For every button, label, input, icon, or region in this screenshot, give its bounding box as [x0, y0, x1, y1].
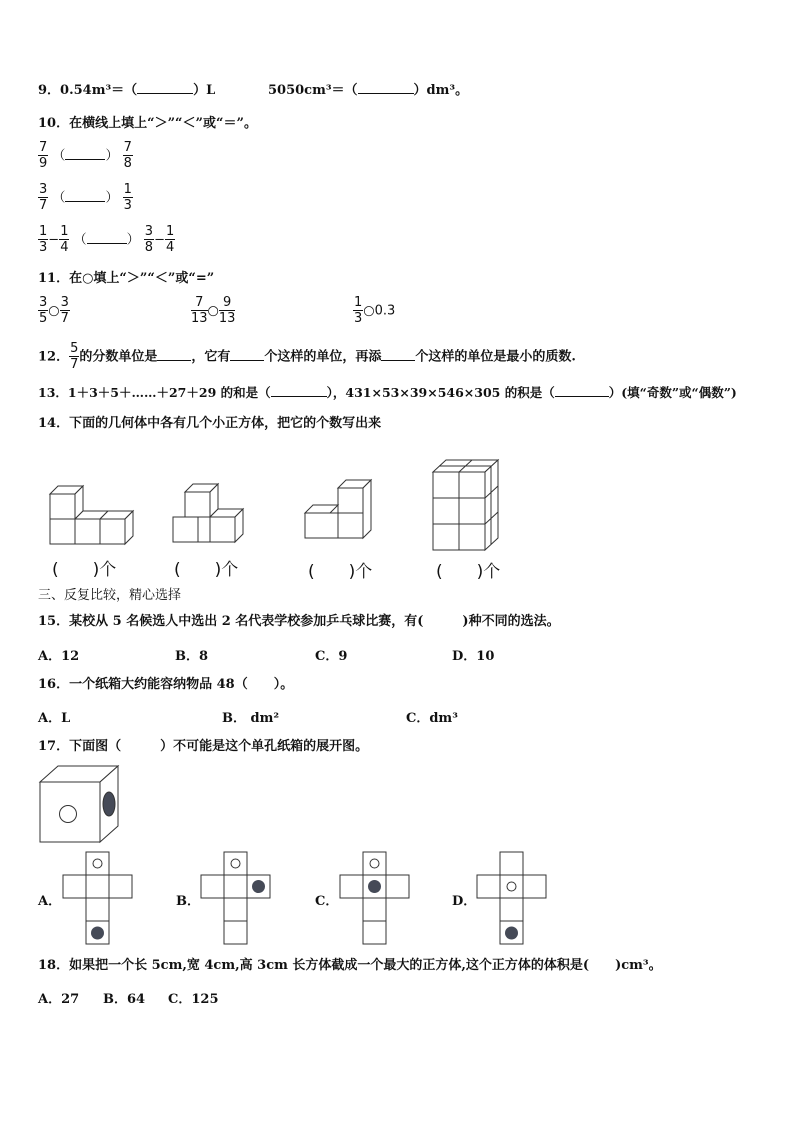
q16-option-b[interactable]: B． dm² — [222, 711, 280, 726]
q14-label-4: ( )个 — [436, 562, 501, 582]
q14-figure-2 — [170, 478, 270, 550]
q15-option-c[interactable]: C．9 — [315, 649, 348, 664]
q13-blank-2[interactable] — [555, 396, 609, 397]
q17-option-c[interactable]: C． — [315, 894, 339, 909]
q10-title: 10．在横线上填上“＞”“＜”或“＝”。 — [38, 116, 257, 131]
q12-frac: $\frac{5}{7}$ — [70, 341, 79, 372]
q10-r1-frac-b: $\frac{7}{8}$ — [123, 140, 132, 171]
q10-r2-frac-a: $\frac{3}{7}$ — [39, 182, 48, 213]
q10-r2-frac-b: $\frac{1}{3}$ — [123, 182, 132, 213]
q13-blank-1[interactable] — [271, 396, 327, 397]
q12-blank-2[interactable] — [230, 360, 264, 361]
q18-option-b[interactable]: B．64 — [103, 992, 146, 1007]
q17-net-b — [200, 851, 272, 947]
q11-item-3: $\frac{1}{3}$ ○0.3 — [354, 295, 396, 326]
q16-option-a[interactable]: A．L — [38, 711, 71, 726]
q9-part2-pre: 5050cm³＝（ — [268, 83, 358, 98]
q17-net-a — [62, 851, 134, 947]
q10-r1-blank[interactable] — [65, 159, 105, 160]
q12-blank-3[interactable] — [381, 360, 415, 361]
q10-r3-frac-b2: $\frac{1}{4}$ — [165, 224, 175, 255]
q17-option-d[interactable]: D． — [452, 894, 477, 909]
q11-item-1: $\frac{3}{5}$ ○ $\frac{3}{7}$ — [39, 295, 69, 326]
q11-circle-2[interactable]: ○ — [207, 303, 219, 319]
question-12: 12． $\frac{5}{7}$ 的分数单位是 ，它有 个这样的单位，再添 个这样的单位是最小的质数. — [38, 341, 576, 372]
q18-option-a[interactable]: A．27 — [38, 992, 80, 1007]
q11-item-2: $\frac{7}{13}$ ○ $\frac{9}{13}$ — [191, 295, 236, 326]
q14-figure-4 — [430, 458, 510, 554]
q16-title: 16．一个纸箱大约能容纳物品 48（ ）。 — [38, 677, 294, 692]
q15-option-b[interactable]: B．8 — [175, 649, 209, 664]
q17-box-figure — [38, 765, 120, 845]
q17-net-d — [476, 851, 548, 947]
q10-row-3: $\frac{1}{3}$ − $\frac{1}{4}$ （ ） $\frac{3}{8}$ − $\frac{1}{4}$ — [39, 224, 175, 255]
question-9-part2 — [268, 82, 468, 100]
q14-title: 14．下面的几何体中各有几个小正方体，把它的个数写出来 — [38, 416, 382, 431]
q18-title: 18．如果把一个长 5cm,宽 4cm,高 3cm 长方体截成一个最大的正方体,这个正方体的体积是( )cm³。 — [38, 958, 662, 973]
q11-circle-1[interactable]: ○ — [48, 303, 60, 319]
q9-part1-pre: 0.54m³＝（ — [60, 83, 138, 98]
q12-blank-1[interactable] — [157, 360, 191, 361]
q14-figure-1 — [45, 482, 145, 552]
question-13: 13．1＋3＋5＋……＋27＋29 的和是（ ），431×53×39×546×305 的积是（ ）(填“奇数”或“偶数”) — [38, 385, 737, 400]
q17-option-a[interactable]: A． — [38, 894, 62, 909]
q17-option-b[interactable]: B． — [176, 894, 200, 909]
section-3-heading: 三、反复比较，精心选择 — [38, 588, 182, 603]
q10-row-2: $\frac{3}{7}$ （ ） $\frac{1}{3}$ — [39, 182, 132, 213]
q10-r1-frac-a: $\frac{7}{9}$ — [39, 140, 48, 171]
q14-figure-3 — [300, 480, 390, 552]
q16-option-c[interactable]: C．dm³ — [406, 711, 458, 726]
q14-label-3: ( )个 — [308, 562, 373, 582]
q10-r2-blank[interactable] — [65, 201, 105, 202]
q10-r3-frac-a2: $\frac{1}{4}$ — [60, 224, 69, 255]
q10-r3-frac-a1: $\frac{1}{3}$ — [39, 224, 48, 255]
q15-option-d[interactable]: D．10 — [452, 649, 495, 664]
q10-row-1: $\frac{7}{9}$ （ ） $\frac{7}{8}$ — [39, 140, 132, 171]
q10-r3-blank[interactable] — [87, 243, 127, 244]
q11-title: 11．在○填上“＞”“＜”或“=” — [38, 271, 215, 286]
q9-blank-2[interactable] — [358, 93, 414, 94]
q9-part1-post: ）L — [193, 83, 216, 98]
q17-net-c — [339, 851, 411, 947]
q9-number: 9． — [38, 83, 61, 98]
q11-circle-3[interactable]: ○ — [363, 303, 375, 319]
q9-blank-1[interactable] — [137, 93, 193, 94]
q14-label-2: ( )个 — [174, 560, 239, 580]
q10-r3-frac-b1: $\frac{3}{8}$ — [144, 224, 154, 255]
q14-label-1: ( )个 — [52, 560, 117, 580]
question-9 — [38, 82, 215, 100]
q15-title: 15．某校从 5 名候选人中选出 2 名代表学校参加乒乓球比赛，有( )种不同的选法。 — [38, 614, 560, 629]
q15-option-a[interactable]: A．12 — [38, 649, 80, 664]
q17-title: 17．下面图（ ）不可能是这个单孔纸箱的展开图。 — [38, 739, 369, 754]
q18-option-c[interactable]: C．125 — [168, 992, 219, 1007]
q9-part2-post: ）dm³。 — [413, 83, 469, 98]
